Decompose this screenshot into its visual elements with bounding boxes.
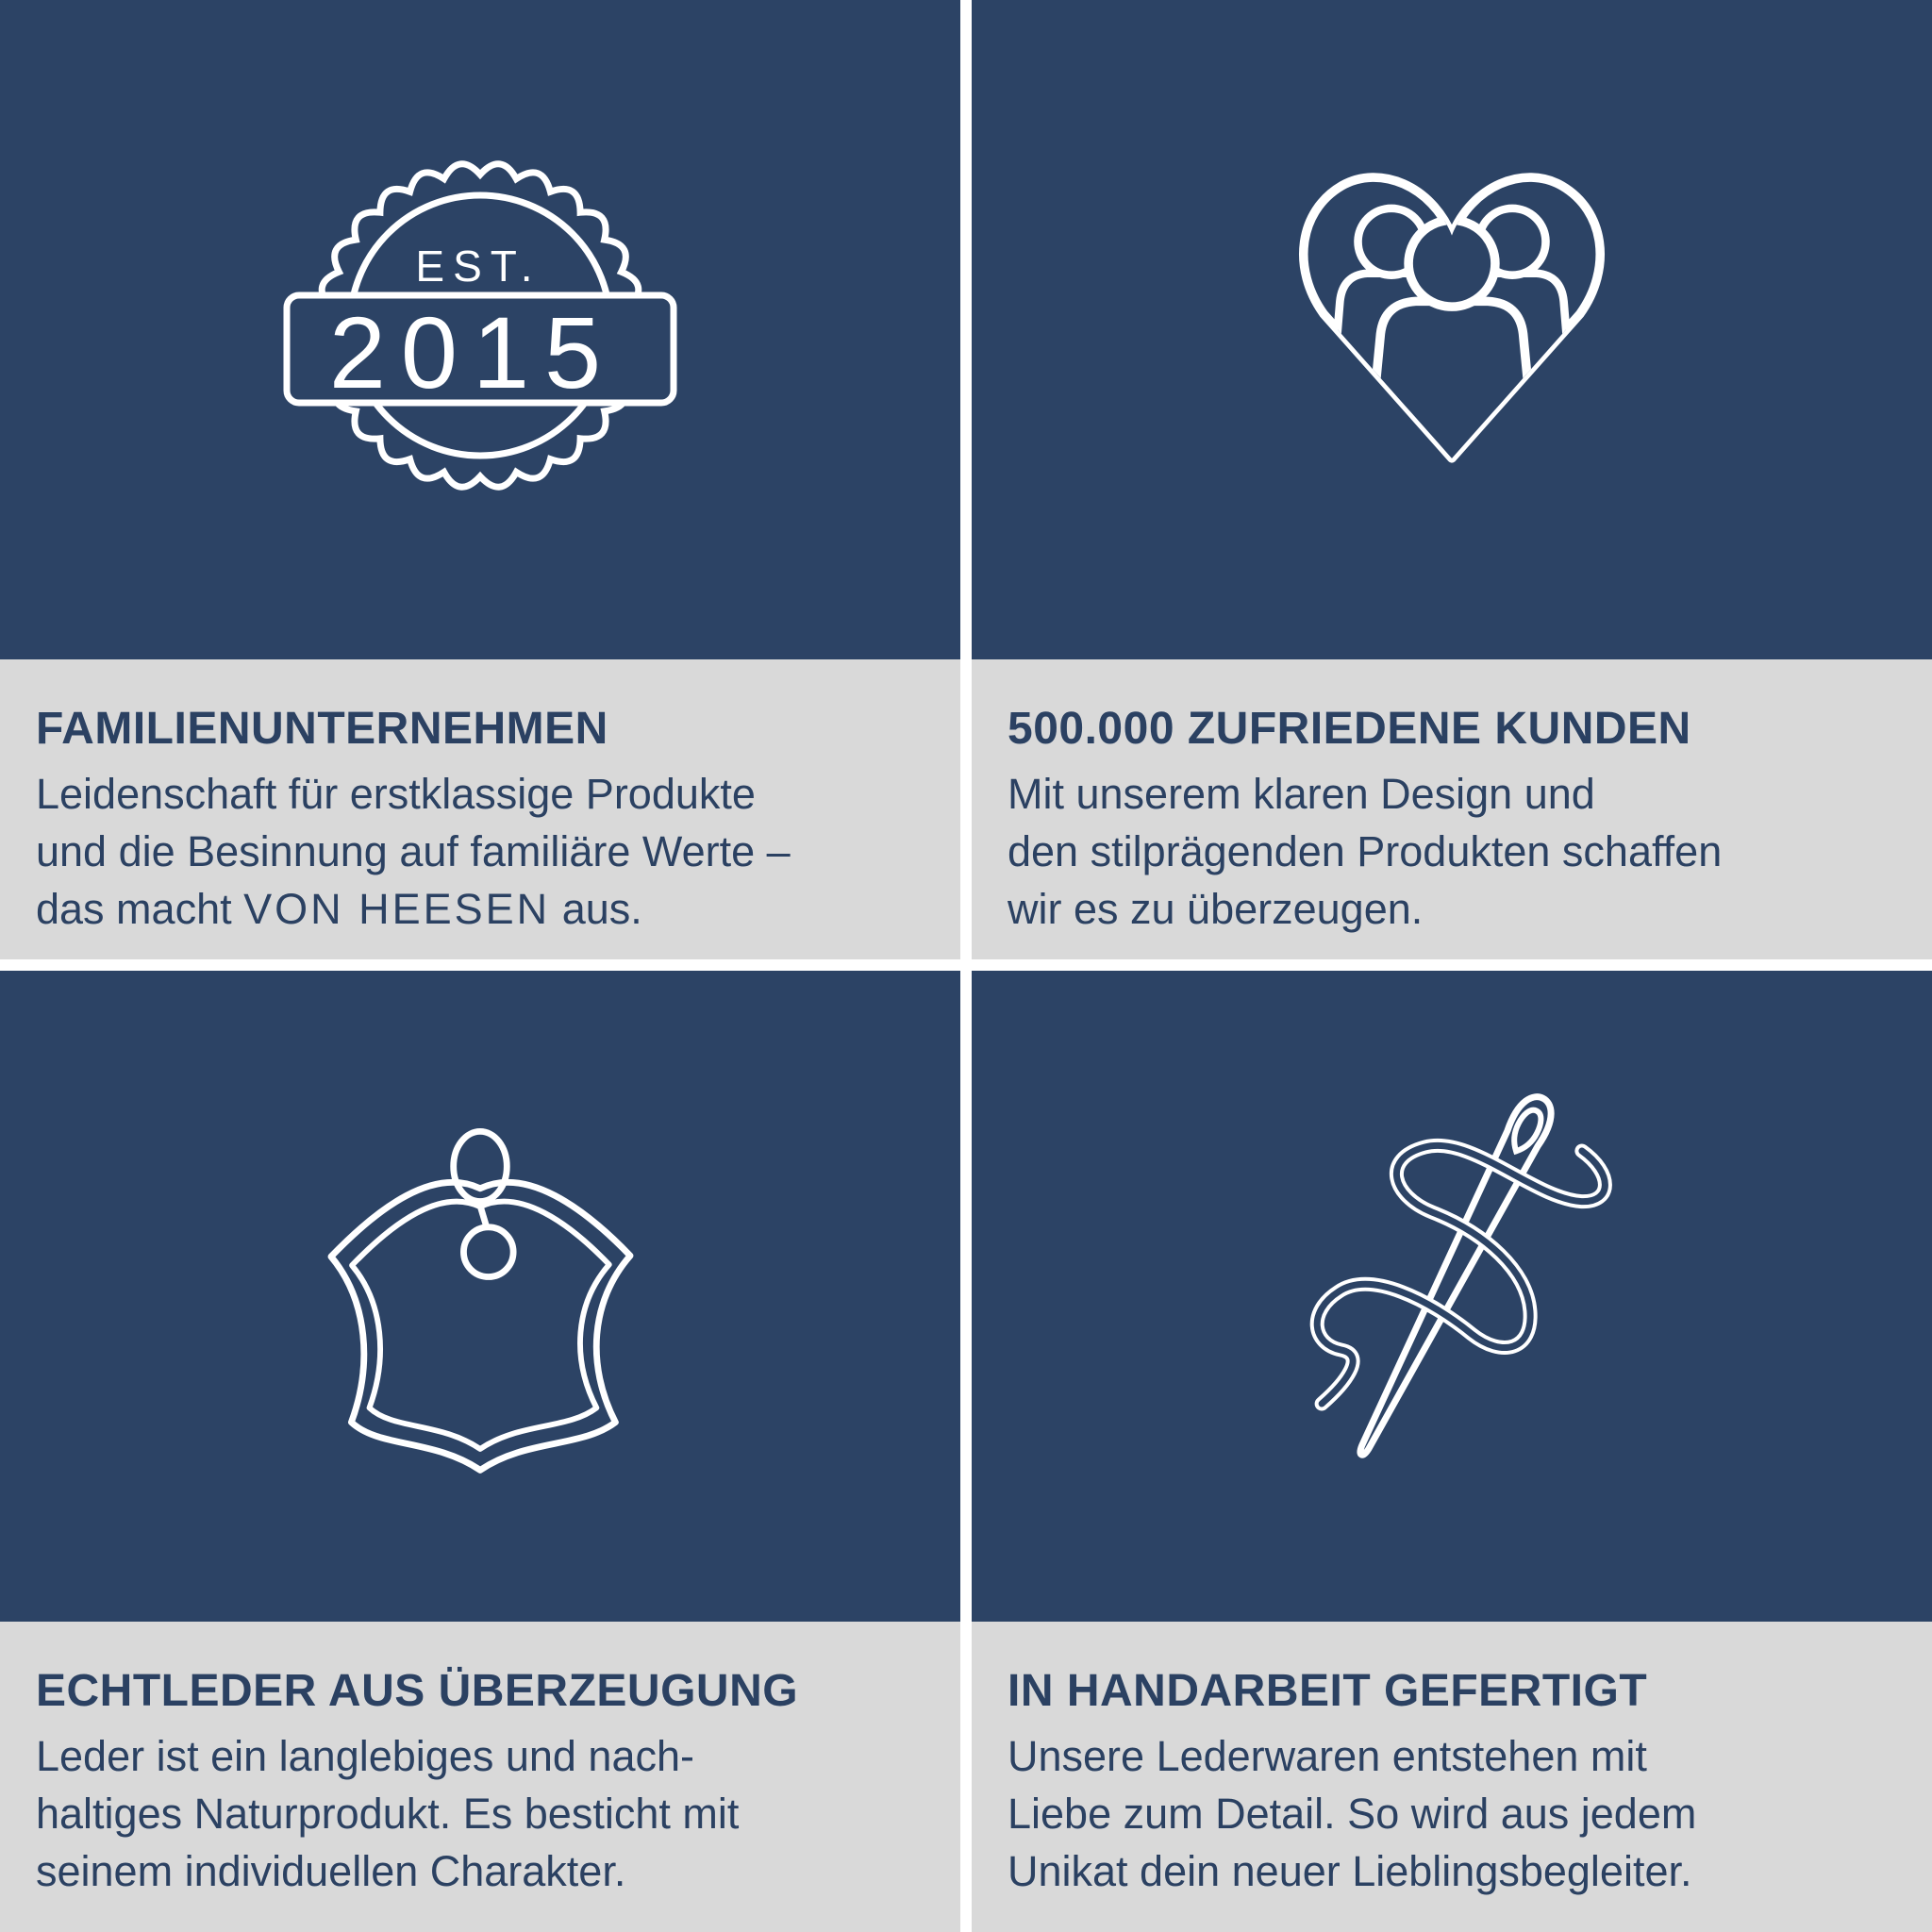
body-line: wir es zu überzeugen. (1008, 885, 1424, 933)
panel-2-icon-area (972, 0, 1932, 659)
panel-3-icon-area (0, 971, 960, 1622)
panel-handarbeit (972, 971, 1932, 1932)
panel-4-icon-area (972, 971, 1932, 1622)
body-line: das macht VON HEESEN aus. (36, 885, 642, 933)
panel-echtleder (0, 971, 960, 1932)
body-line: seinem individuellen Charakter. (36, 1847, 626, 1895)
panel-4-text-area (972, 1622, 1932, 1932)
panel-3-text-area (0, 1622, 960, 1932)
body-line: Liebe zum Detail. So wird aus jedem (1008, 1790, 1697, 1838)
body-line: Unikat dein neuer Lieblingsbegleiter. (1008, 1847, 1692, 1895)
body-line: und die Besinnung auf familiäre Werte – (36, 827, 791, 875)
badge-year-label: 2015 (328, 294, 617, 409)
leather-hide-icon (310, 1108, 650, 1485)
body-line: Unsere Lederwaren entstehen mit (1008, 1732, 1647, 1780)
body-line: haltiges Naturprodukt. Es besticht mit (36, 1790, 740, 1838)
panel-1-icon-area (0, 0, 960, 659)
body-line: Leidenschaft für erstklassige Produkte (36, 770, 756, 818)
hide-inner-outline (352, 1202, 609, 1449)
body-line: den stilprägenden Produkten schaffen (1008, 827, 1723, 875)
est-2015-badge-icon (235, 113, 725, 547)
brand-name: VON HEESEN (243, 885, 551, 933)
body-line: Leder ist ein langlebiges und nach- (36, 1732, 694, 1780)
panel-heading: 500.000 ZUFRIEDENE KUNDEN (1008, 704, 1691, 754)
panel-heading: FAMILIENUNTERNEHMEN (36, 704, 608, 754)
panel-1-text-area (0, 659, 960, 959)
panel-heading: IN HANDARBEIT GEFERTIGT (1008, 1666, 1648, 1716)
panel-2-text-area (972, 659, 1932, 959)
panel-heading: ECHTLEDER AUS ÜBERZEUGUNG (36, 1666, 799, 1716)
hide-tag-hole (463, 1227, 513, 1277)
body-line: Mit unserem klaren Design und (1008, 770, 1595, 818)
needle-thread-icon (1263, 1051, 1641, 1541)
panel-zufriedene-kunden (972, 0, 1932, 959)
badge-est-label: EST. (415, 241, 541, 291)
family-heart-icon (1244, 141, 1659, 520)
panel-familienunternehmen (0, 0, 960, 959)
